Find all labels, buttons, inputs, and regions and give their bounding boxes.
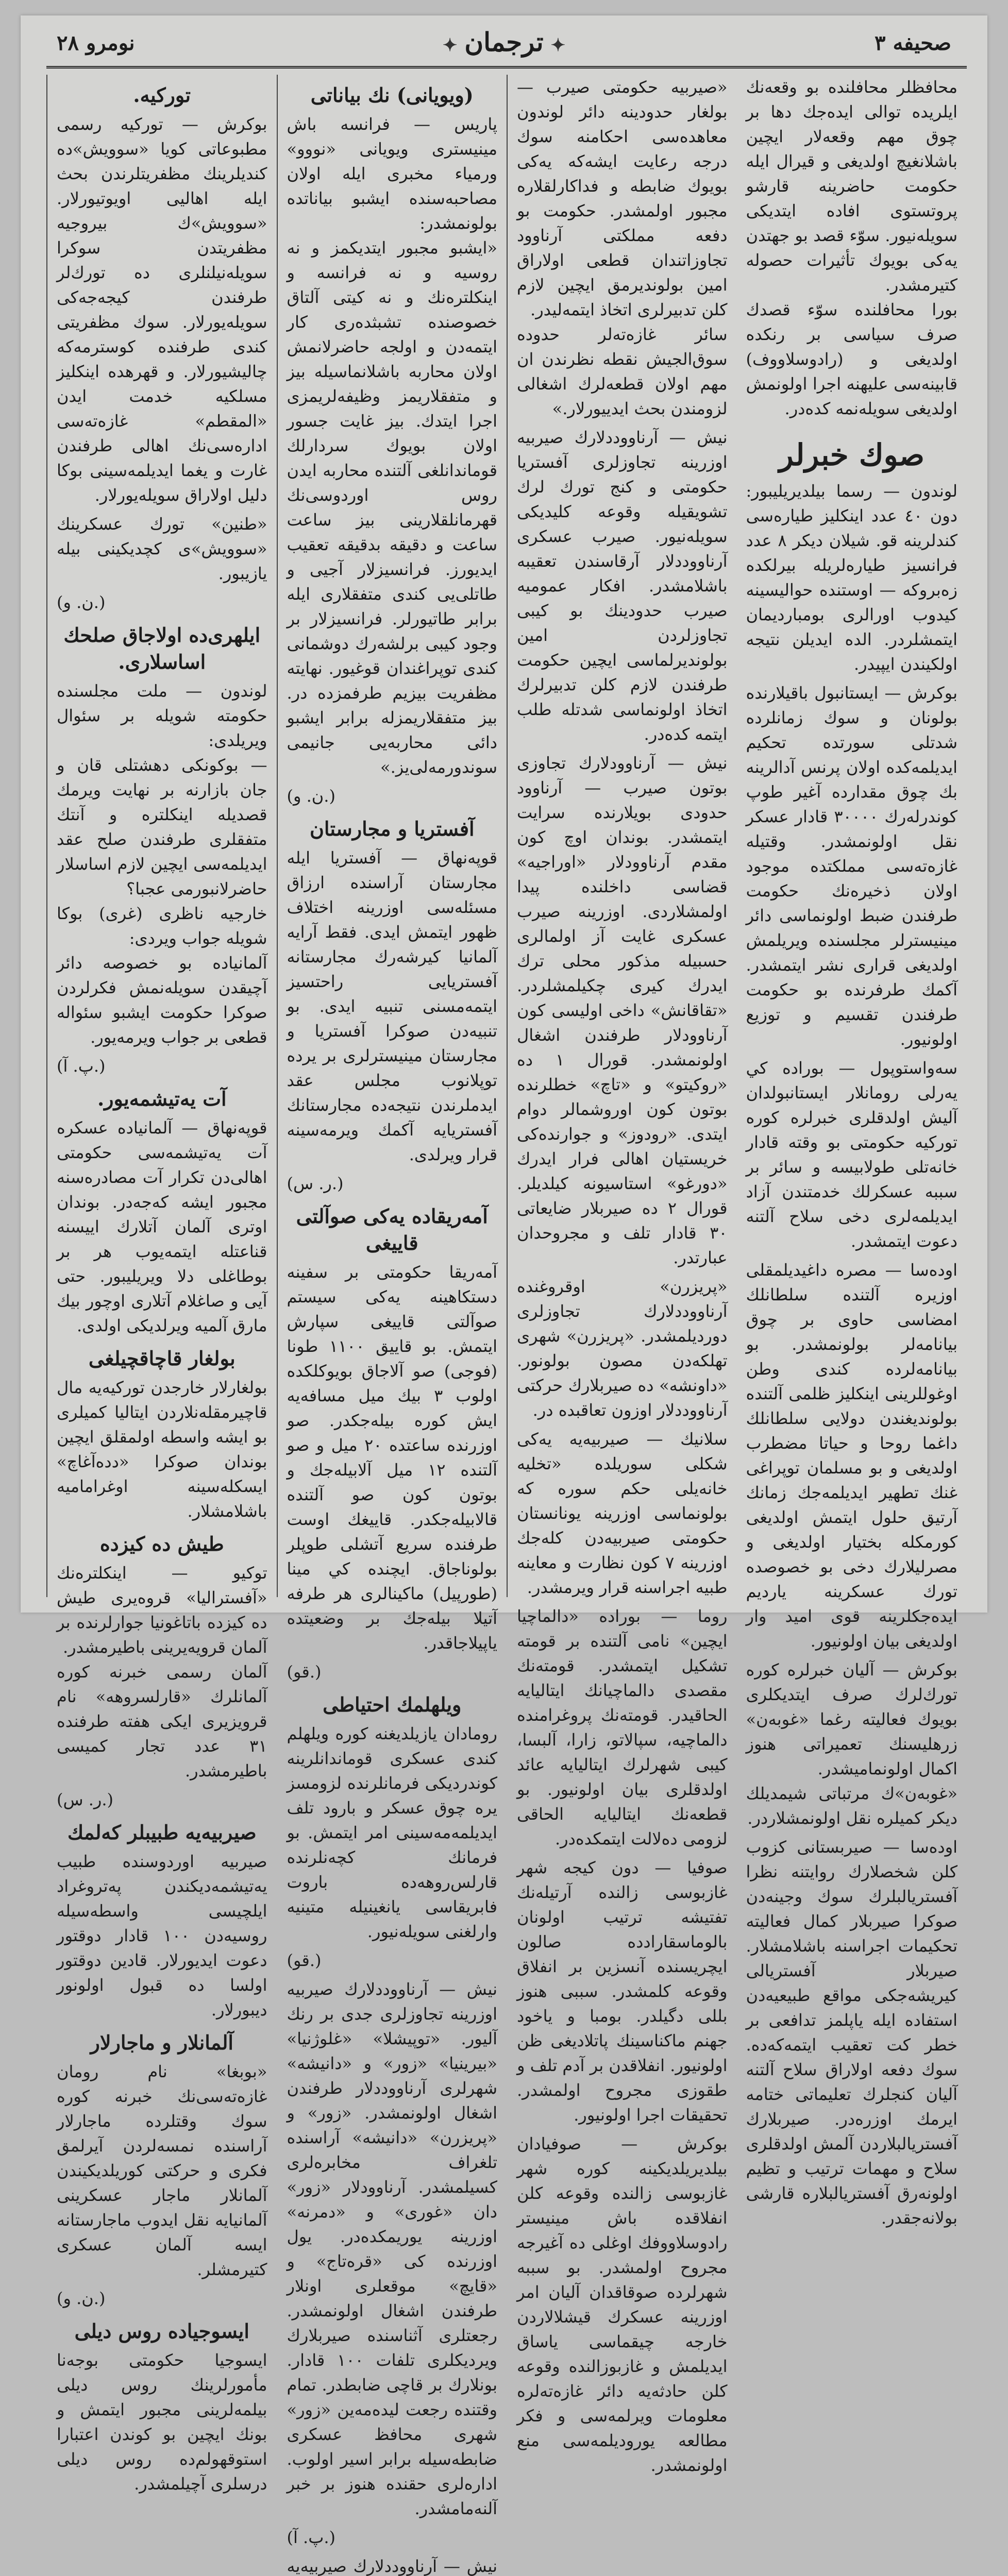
article-body: ايسوجيا حكومتى بوجه‌نا مأمورلرينك روس ديلى بيلمه‌لرينى مجبور ايتمش و بونك ايچين بو كوندن اعتبارا استوقهولم‌ده روس ديلى درسلرى آچيلمشدر. xyxy=(57,2350,267,2494)
article xyxy=(57,82,267,507)
article xyxy=(57,2318,267,2496)
article xyxy=(746,681,958,1052)
article-body: سلانيك — صيربيه‌يه يه‌كى شكلى سوريلده «تخليه خانه‌يلى حكم سوره كه بولونماسى اوزرينه يونانستان حكومتى صيربيه‌دن كله‌جك اوزرينه ٧ كون نظارت و معاينه طبيه اجراسنه قرار ويرمشدر. xyxy=(517,1429,728,1597)
article-body: آمه‌ريقا حكومتى بر سفينه دستكاهينه يه‌كى سيستم صوآلتى قاييغى سپارش ايتمش. بو قاييق ١١٠٠ طونا (فوجى) صو آلاجاق بويوكلكده اولوب ٣ بيك ميل مسافه‌يه ايش كوره بيله‌جكدر. صو اوزرنده ساعتده ٢٠ ميل و صو آلتنده ١٢ ميل آلابيله‌جك و بوتون كون صو آلتنده قالابيله‌جكدر. قاييغك اوست طرفنده سريع آتشلى طوپلر بولوناجاق. ايچنده كي مينا (طورپيل) ماكينالرى هر طرفه آتيلا بيله‌جك بر وضعيتده ياپيلاجاقدر. xyxy=(287,1262,498,1653)
article-body: سه‌واستوپول — بوراده كي يه‌رلى رومانلار ايستانبولدان آليش اولدقلرى خبرلره كوره توركيه حكومتى بو وقته قادار خانه‌تلى طولابيسه و سائر بر سببه عسكرلك خدمتندن آزاد ايديلمه‌لرى دخى سلاح آلتنه دعوت ايتمشدر. xyxy=(746,1058,957,1251)
page-header xyxy=(21,15,987,67)
newspaper-page xyxy=(21,15,987,2576)
article xyxy=(517,1427,728,1600)
article-headline: (ويويانى) نك بياناتى xyxy=(310,83,474,107)
article xyxy=(287,2554,498,2576)
article-headline: آفستريا و مجارستان xyxy=(309,817,475,840)
article-source: (ن. و.) xyxy=(57,2289,106,2308)
article-body: روما — بوراده «دالماچيا ايچين» نامى آلتنده بر قومته تشكيل ايتمشدر. قومته‌نك مقصدى دالماچيانك ايتاليايه الحاقيدر. قومته‌نك پروغرامنده دالماچيه، سپالاتو، زارا، آلبسا، كيبى شهرلرك ايتاليايه عائد اولدقلرى بيان اولونيور. بو قطعه‌نك ايتاليايه الحاقى لزومى ده‌لالت ايتمكده‌در. xyxy=(517,1606,728,1849)
article-body: پاريس — فرانسه باش مينيسترى ويويانى «نووو» ورمياء مخبرى ايله اولان مصاحبه‌سنده ايشبو بياناتده بولونمشدر: «ايشبو مجبور ايتديكمز و نه روسيه و نه فرانسه و اينكلتره‌نك و نه كيتى آلتاق خصوصنده تشبثده‌رى كار ايتمه‌دن و اولجه حاضرلانمش اولان محاربه باشلانماسيله بيز و متفقلاريمز وظيفه‌لريمزى اجرا ايتدك. بيز غايت جسور اولان بويوك سردارلك قوماندانلغى آلتنده محاربه ايدن روس اوردوسى‌نك قهرمانلقلارينى بيز ساعت ساعت و دقيقه بدقيقه تعقيب ايديورز. فرانسيزلار آجيى و طاتلى‌يى كندى متفقلارى ايله برابر طاتيورلر. فرانسيزلار بر وجود كيبى برلشه‌رك دوشمانى كندى توپراغندان قوغيور. نهايته مظفريت بيزيم طرفمزده در. بيز متفقلاريمزله برابر ايشبو دائى محاربه‌يى جانيمى سوندورمه‌لى‌يز.» xyxy=(287,114,497,777)
page-number: صحيفه ٣ xyxy=(875,31,951,55)
article-source: (ر. س.) xyxy=(287,1174,344,1193)
columns xyxy=(46,75,967,2576)
article-headline: آت يه‌تيشمه‌يور. xyxy=(97,1087,227,1110)
article-source: (ن. و.) xyxy=(57,592,106,612)
article-body: «بوبغا» نام رومان غازه‌ته‌سى‌نك خبرنه كوره سوك وقتلرده ماجارلار آراسنده نمسه‌لردن آيرلمق فكرى و حركتى كوريلديكيندن آلمانلار ماجار عسكرينى آلمانيا‌يه نقل ايدوب ماجارستانه ايسه آلمان عسكرى كتيرمشلر. xyxy=(57,2062,267,2279)
column-second xyxy=(277,75,507,2576)
article xyxy=(517,425,728,747)
article xyxy=(517,1604,728,1851)
article-headline: ويلهلمك احتياطى xyxy=(323,1693,462,1716)
article xyxy=(746,75,958,421)
article-body: قوپه‌نهاق — آفستريا ايله مجارستان آراسنده ارزاق مسئله‌سى اوزرينه اختلاف ظهور ايتمش ايدى. فقط آرايه آلمانيا كيرشه‌رك مجارستانه آفستريايى راحتسيز ايتمه‌مسنى تنبيه ايدى. بو تنبيه‌دن صوكرا آفستريا و مجارستان مينيسترلرى بر يرده توپلانوب مجلس عقد ايدملرندن نتيجه‌ده مجارستانك آفستريايه آكمك ويرمه‌سينه قرار ويرلدى. xyxy=(287,848,497,1164)
article-body: قوپه‌نهاق — آلمانياده عسكره آت يه‌تيشمه‌سى حكومتى اهالى‌دن تكرار آت مصادره‌سنه مجبور ايشه كه‌جه‌در. بوندان اوترى آلمان آتلارك اييسنه قناعتله ايتمه‌يوب هر بر بوطاغلى دلا ويريليبور. حتى آيى و صاغلام آتلارى اوچور بيك مارق آلميه ويرلديكى اولدى. xyxy=(57,1118,267,1335)
article xyxy=(57,1345,267,1523)
article xyxy=(57,1086,267,1338)
article xyxy=(746,436,958,676)
column-left xyxy=(737,75,967,2228)
article-source: (قو.) xyxy=(287,1951,322,1970)
article-source: (قو.) xyxy=(287,1662,322,1682)
article-headline: توركيه. xyxy=(133,83,191,107)
article xyxy=(746,1056,958,1253)
article xyxy=(57,1819,267,2022)
article xyxy=(746,1258,958,1653)
article-body: صيربيه اوردوسنده طبيب يه‌تيشمه‌ديكندن په‌تروغراد ايلچيسى واسطه‌سيله روسيه‌دن ١٠٠ قادار دوقتور دعوت ايديورلار. قادين دوقتور اولسا ده قبول اولونور ديبورلار. xyxy=(57,1852,267,2020)
article-headline: صوك خبرلر xyxy=(779,437,925,472)
article xyxy=(287,1977,498,2550)
article-body: «پريزرن» اوقروغنده آرناووددلارك تجاوزلرى دورديلمشدر. «پريزرن» شهرى تهلكه‌دن مصون بولونور. «داونشه» ده صيربلارك حركتى آرناووددلار اوزون تعاقبده در. xyxy=(517,1277,728,1420)
article-body: نيش — آرناوودلارك تجاوزى بوتون صيرب — آرناوود حدودى بويلارنده سرايت ايتمشدر. بوندان اوچ كون مقدم آرناوودلار «اوراجيه» قضاسى داخلنده پيدا اولمشلاردى. اوزرينه صيرب عسكرى غايت آز اولمالرى حسبيله مذكور محلى ترك ايدرك كيرى چكيلمشلردر. «تقاقانش» داخى اوليسى كون آرناوودلار طرفندن اشغال اولونمشدر. قورال ١ ده «روكيتو» و «تاچ» خطلرنده بوتون كون اوروشمالر دوام ايتدى. «رودوز» و جوارنده‌كى خريستيان اهالى فرار ايدرك «دورغو» استاسيونه كيلديلر. قورال ٢ ده صيربلار ضايعاتى ٣٠ قادار تلف و مجروحدان عبارتدر. xyxy=(517,753,728,1267)
article-body: بوكرش — صوفيادان بيلديريلديكينه كوره شهر غازبوسى زالنده وقوعه كلن انفلاقده باش مينيستر رادوسلاووفك اوغلى ده آغيرجه مجروح اولمشدر. بو سببه شهرلرده صوقاقدان آليان امر اوزرينه عسكرك قيشلالاردن خارجه چيقماسى ياساق ايديلمش و غازبوزالنده وقوعه كلن حادثه‌يه دائر غازه‌ته‌لره معلومات ويرلمه‌سى و فكر مطالعه يوروديلمه‌سى منع اولونمشدر. xyxy=(517,2134,728,2475)
article xyxy=(57,512,267,615)
article-body: لوندون — رسما بيلديريليبور: دون ٤٠ عدد اينكليز طياره‌سى كندلرينه قو. شيلان ديكر ٨ عدد فرانسيز طياره‌لريله بيرلكده زه‌بروكه — اوستنده حواليسينه كيدوب اورالرى بومبارديمان ايتمشلردر. الده ايديلن نتيجه اولكيندن ايپيدر. xyxy=(746,481,958,674)
article-headline: ايسوجياده روس ديلى xyxy=(74,2319,249,2343)
article xyxy=(287,82,498,808)
article xyxy=(287,816,498,1196)
article-source: (ر. س.) xyxy=(57,1790,113,1809)
article-body: بوكرش — توركيه رسمى مطبوعاتى كويا «سوويش»ده كنديلرينك مظفريتلرندن بحث ايله اهاليى اويوتيورلار. «سوويش»ك بيروجيه مظفريتدن سوكرا سويله‌نيلنلرى ده تورك‌لر طرفندن كيجه‌جه‌كى سويله‌يورلار. سوك مظفريتى كندى طرفنده كوسترمه‌كه چاليشيورلار. و قهرهده اينكليز مسلكيه خدمت ايدن «المقطم» غازه‌ته‌سى اداره‌سى‌نك اهالى طرفندن غارت و يغما ايديلمه‌سينى بوكا دليل اولاراق سويله‌يورلار. xyxy=(57,114,267,505)
ornament-icon: ✦ xyxy=(442,35,458,56)
article-body: بولغارلار خارجدن توركيه‌يه مال قاچيرمقله‌نلاردن ايتاليا كميلرى بو ايشه واسطه اولمقلق ايچين بوندان صوكرا «دده‌آغاچ» ايسكله‌سينه اوغراماميه باشلامشلار. xyxy=(57,1378,267,1521)
issue-number: نومرو ٢٨ xyxy=(57,31,135,55)
article-body: صوفيا — دون كيجه شهر غازبوسى زالنده آرتيله‌نك تفتيشه ترتيب اولونان بالوماسقارادده صالون ايچريسنده آنسزين بر انفلاق وقوعه كلمشدر. سببى هنوز بللى دگيلدر. بومبا و ياخود جهنم ماكناسينك پاتلاديغى ظن اولونيور. انفلاقدن بر آدم تلف و طقوزى مجروح اولمشدر. تحقيقات اجرا اولونيور. xyxy=(517,1858,728,2125)
article-body: لوندون — ملت مجلسنده حكومته شويله بر سئوال ويريلدى: — بوكونكى دهشتلى قان و جان بازارنه بر نهايت ويرمك قصديله اينكلتره و آنتك متفقلرى طرفندن صلح عقد ايديلمه‌سى ايچين لازم اساسلار حاضرلانبورمى عجبا؟ خارجيه ناظرى (غرى) بوكا شويله جواب ويردى: آلمانياده بو خصوصه دائر آچيقدن سويله‌نمش فكرلردن صوكرا حكومت ايشبو سئواله قطعى بر جواب ويرمه‌يور. xyxy=(57,681,267,1047)
article-source: (پ. آ.) xyxy=(287,2528,335,2547)
article xyxy=(517,2131,728,2478)
article xyxy=(746,1657,958,1831)
article-source: (ن. و.) xyxy=(287,786,335,806)
article-body: اوده‌سا — مصره داغيديلمقلى اوزيره آلتنده سلطانلك امضاسى حاوى بر چوق بيانامه‌لر بولونمشدر. بو بيانامه‌لرده كندى وطن اوغوللرينى اينكليز ظلمى آلتنده بولونديغندن دولايى سلطانلك داغما روحا و حياتا مضطرب اولديغى و بو مسلمان توپراغى غنك تطهير ايديلمه‌جك زمانك آرتيق حلول ايتمش اولديغى كورمكله بختيار اولديغى و مصرليلارك دخى بو خصوصده تورك عسكرينه يارديم ايده‌جكلرينه قوى اميد وار اولديغى بيان اولونيور. xyxy=(746,1260,957,1651)
article-body: نيش — آرناووددلارك صيربيه اوزرينه تجاوزلرى آفستريا حكومتى و كنج تورك لرك تشويقيله وقوعه كليديكى سويله‌نيور. صيرب عسكرى آرناووددلار آرقاسندن تعقيبه باشلامشدر. افكار عموميه صيرب حدودينك بو كيبى تجاوزلردن امين بولونديرلماسى ايچين حكومت طرفندن لازم كلن تدبيرلرك اتخاذ اولونماسى شدتله طلب ايتمه كده‌در. xyxy=(517,428,728,744)
article xyxy=(517,75,728,421)
column-right xyxy=(46,75,277,2494)
article-headline: طيش ده كيزده xyxy=(99,1532,224,1555)
article-source: (پ. آ.) xyxy=(57,1056,106,1076)
article-body: نيش — آرناووددلارك صيربيه‌يه xyxy=(287,2556,497,2576)
ornament-icon: ✦ xyxy=(550,35,566,56)
article-headline: بولغار قاچاقچيلغى xyxy=(88,1347,236,1370)
article xyxy=(57,1531,267,1812)
article xyxy=(287,1203,498,1684)
article xyxy=(517,751,728,1270)
column-third xyxy=(507,75,737,2475)
article-body: اوده‌سا — صيربستانى كزوب كلن شخصلارك روايتنه نظرا آفستريالبلرك سوك وجينه‌دن صوكرا صيربلار كمال فعاليته تحكيمات اجراسنه باشلامشلار. صيربلار آفستريالى كيريشه‌جكى مواقع طبيعيه‌دن استفاده ايله ياپلمز تدافعى بر خطر كت تعقيب ايتمه‌كه‌ده. سوك دفعه اولاراق سلاح آلتنه آليان كنجلرك تعليماتى ختامه ايرمك اوزره‌در. صيربلارك آفستريالبلاردن آلمش اولدقلرى سلاح و مهمات ترتيب و تظيم اولونه‌رق آفستريالبلاره قارشى بولانه‌جقدر. xyxy=(746,1837,957,2228)
article xyxy=(57,622,267,1078)
article-body: رومادان يازيلديغنه كوره ويلهلم كندى عسكرى قوماندانلرينه كوندرديكى فرمانلرنده لزومسز يره چوق عسكر و بارود تلف ايديلمه‌مه‌سينى امر ايتمش. بو فرمانك كچه‌نلرنده قارلس‌روهه‌ده باروت فابريقاسى يانغينيله متينيه وارلغنى سويله‌نيور. xyxy=(287,1724,497,1941)
article-headline: آمه‌ريقاده يه‌كى صوآلتى قاييغى xyxy=(296,1205,488,1255)
article-body: محافظلر محافلنده بو وقعه‌نك ايلريده توالى ايده‌جك دها بر چوق مهم وقعه‌لار ايچين باشلانغيچ اولديغى و قيرال ايله حكومت حاضرينه قارشو پروتستوى افاده ايتديكى سويله‌نيور. سوّء قصد بو جهتدن يه‌كى بويوك تأثيرات حصوله كتيرمشدر. بورا محافلنده سوّء قصدك صرف سياسى بر رنكده اولديغى و (رادوسلاووف) قابينه‌سى عليهنه اجرا اولونمش اولديغى سويله‌نمه كده‌در. xyxy=(746,77,957,418)
article-body: بوكرش — ايستانبول باقيلارنده بولونان و سوك زمانلرده شدتلى سورتده تحكيم ايديلمه‌كده اولان پرنس آدالرينه بك چوق مقدارده آغير طوپ كوندرله‌رك ٣٠٠٠٠ قادار عسكر نقل اولونمشدر. وقتيله غازه‌ته‌سى مملكتده موجود اولان ذخيره‌نك حكومت طرفندن ضبط اولونماسى دائر مينيسترلر مجلسنده ويريلمش اولديغى قرارى نشر ايتمشدر. آكمك طرفرنده بو حكومت طرفندن تقسيم و توزيع اولونيور. xyxy=(746,683,958,1049)
masthead-title: ترجمان xyxy=(464,27,544,57)
article-body: «صيربيه حكومتى صيرب — بولغار حدودينه دائر لوندون معاهده‌سى احكامنه سوك درجه رعايت ايشه‌كه يه‌كى بويوك ضابطه و فداكارلقلاره مجبور اولمشدر. حكومت بو دفعه مملكتى آرناوود تجاوزاتندان قطعى اولاراق امين بولونديرمق ايچين لازم كلن تدبيرلرى اتخاذ ايتمه‌ليدر. سائر غازه‌ته‌لر حدوده سوق‌الجيش نقطه نظرندن ان مهم اولان قطعه‌لرك اشغالى لزومندن بحث ايدييورلار.» xyxy=(517,77,728,418)
article xyxy=(287,1691,498,1973)
header-rule xyxy=(46,66,967,69)
article-body: «طنين» تورك عسكرينك «سوويش»ى كچديكينى بيله يازيبور. xyxy=(57,514,267,583)
article xyxy=(57,2029,267,2311)
article-body: نيش — آرناووددلارك صيربيه اوزرينه تجاوزلرى جدى بر رنك آليور. «توپيشلا» «غلوژنيا» «بيرينيا» «زور» و «دانيشه» شهرلرى آرناووددلار طرفندن اشغال اولونمشدر. «زور» و «پريزرن» «دانيشه» آراسنده تلغراف مخابره‌لرى كسيلمشدر. آرناوودلار «زور» دان «غورى» و «دمرنه» اوزرينه يوريمكده‌در. يول اوزرنده كى «قره‌تاج» و «قايچ» موقعلرى اونلار طرفندن اشغال اولونمشدر. رجعتلرى آثناسنده صيربلارك ويرديكلرى تلفات ١٠٠ قادار. بونلارك بر قاچى ضابطدر. تمام وقتنده رجعت ليده‌مه‌ين «زور» شهرى محافظ عسكرى ضابطه‌سيله برابر اسير اولوب. اداره‌لرى حقنده هنوز بر خبر آلنه‌مامشدر. xyxy=(287,1979,498,2518)
article xyxy=(517,1274,728,1422)
article-headline: ايلهرى‌ده اولاجاق صلحك اساسلارى. xyxy=(63,623,261,673)
masthead xyxy=(21,27,987,57)
article-headline: صيربيه‌يه طبيبلر كه‌لمك xyxy=(67,1821,257,1844)
article-body: بوكرش — آليان خبرلره كوره تورك‌لرك صرف ايتديكلرى بويوك فعاليته رغما «غوبه‌ن» زرهليسنك تعميراتى هنوز اكمال اولونماميشدر. «غوبه‌ن»ك مرتباتى شيمديلك ديكر كميلره نقل اولونمشلاردر. xyxy=(746,1660,957,1828)
article-headline: آلمانلار و ماجارلار xyxy=(90,2031,233,2054)
article xyxy=(746,1835,958,2230)
article-body: توكيو — اينكلتره‌نك «آفستراليا» قروه‌يرى طيش ده كيزده باتاغونيا جوارلرنده بر آلمان قرويه‌يرينى باطيرمشدر. آلمان رسمى خبرنه كوره آلمانلرك «قارلسروهه» نام قرويزيرى ايكى هفته طرفنده ٣١ عدد تجار كميسى باطيرمشدر. xyxy=(57,1563,267,1781)
article xyxy=(517,1855,728,2127)
